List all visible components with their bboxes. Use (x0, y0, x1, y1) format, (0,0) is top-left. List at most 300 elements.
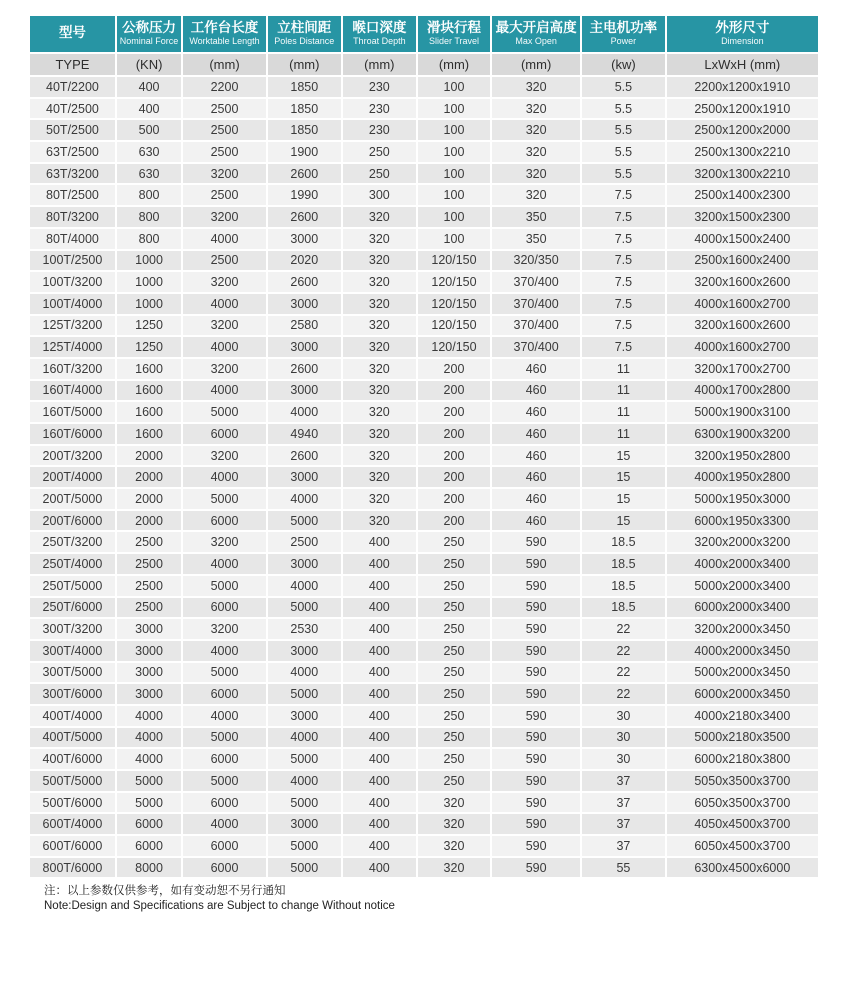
table-cell-nominal-force: 6000 (116, 835, 182, 857)
column-unit-throat-depth: (mm) (342, 53, 417, 76)
column-header-dimension (666, 15, 819, 53)
table-row (29, 358, 819, 380)
header-row-units (29, 53, 819, 76)
table-cell-max-open: 590 (491, 748, 581, 770)
table-cell-nominal-force: 1000 (116, 271, 182, 293)
table-row (29, 163, 819, 185)
column-header-type (29, 15, 116, 53)
table-cell-throat-depth: 320 (342, 401, 417, 423)
table-cell-worktable-length: 5000 (182, 575, 267, 597)
table-row (29, 857, 819, 879)
table-cell-power: 15 (581, 488, 666, 510)
table-cell-type: 250T/3200 (29, 531, 116, 553)
table-cell-type: 200T/4000 (29, 466, 116, 488)
table-row (29, 141, 819, 163)
table-cell-nominal-force: 800 (116, 184, 182, 206)
table-cell-slider-travel: 120/150 (417, 250, 491, 272)
table-cell-max-open: 590 (491, 683, 581, 705)
table-cell-worktable-length: 6000 (182, 857, 267, 879)
table-cell-type: 600T/4000 (29, 813, 116, 835)
column-title-zh: 最大开启高度 (495, 20, 577, 36)
table-cell-nominal-force: 3000 (116, 640, 182, 662)
table-cell-power: 37 (581, 835, 666, 857)
table-cell-throat-depth: 320 (342, 293, 417, 315)
table-cell-worktable-length: 6000 (182, 597, 267, 619)
table-row (29, 640, 819, 662)
column-header-power (581, 15, 666, 53)
table-cell-dimension: 4000x1950x2800 (666, 466, 819, 488)
table-cell-nominal-force: 2000 (116, 466, 182, 488)
table-cell-throat-depth: 320 (342, 206, 417, 228)
table-cell-dimension: 3200x1950x2800 (666, 445, 819, 467)
table-cell-slider-travel: 100 (417, 141, 491, 163)
table-cell-slider-travel: 200 (417, 401, 491, 423)
table-cell-worktable-length: 3200 (182, 206, 267, 228)
table-cell-poles-distance: 3000 (267, 293, 342, 315)
table-row (29, 206, 819, 228)
table-row (29, 423, 819, 445)
table-cell-slider-travel: 100 (417, 206, 491, 228)
table-cell-dimension: 2500x1600x2400 (666, 250, 819, 272)
table-cell-type: 100T/4000 (29, 293, 116, 315)
table-row (29, 835, 819, 857)
table-cell-poles-distance: 3000 (267, 228, 342, 250)
table-cell-max-open: 320 (491, 141, 581, 163)
column-unit-poles-distance: (mm) (267, 53, 342, 76)
table-cell-poles-distance: 5000 (267, 792, 342, 814)
table-cell-slider-travel: 100 (417, 76, 491, 98)
table-cell-poles-distance: 3000 (267, 553, 342, 575)
table-cell-poles-distance: 1900 (267, 141, 342, 163)
table-cell-slider-travel: 100 (417, 184, 491, 206)
table-cell-nominal-force: 1000 (116, 250, 182, 272)
table-cell-max-open: 370/400 (491, 293, 581, 315)
column-unit-power: (kw) (581, 53, 666, 76)
table-cell-max-open: 590 (491, 727, 581, 749)
table-cell-slider-travel: 200 (417, 358, 491, 380)
table-cell-type: 160T/3200 (29, 358, 116, 380)
table-row (29, 228, 819, 250)
table-cell-poles-distance: 5000 (267, 835, 342, 857)
column-title-en: Throat Depth (353, 36, 406, 47)
table-cell-power: 15 (581, 466, 666, 488)
table-cell-type: 200T/6000 (29, 510, 116, 532)
table-row (29, 445, 819, 467)
column-title-zh: 公称压力 (122, 20, 177, 36)
column-title-en: Max Open (515, 36, 557, 47)
table-cell-type: 400T/5000 (29, 727, 116, 749)
table-cell-dimension: 6000x2000x3450 (666, 683, 819, 705)
table-cell-throat-depth: 320 (342, 250, 417, 272)
table-row (29, 401, 819, 423)
table-cell-power: 55 (581, 857, 666, 879)
table-cell-worktable-length: 3200 (182, 618, 267, 640)
table-row (29, 380, 819, 402)
header-row-main (29, 15, 819, 53)
table-cell-slider-travel: 200 (417, 488, 491, 510)
table-cell-slider-travel: 250 (417, 727, 491, 749)
table-cell-dimension: 6000x2180x3800 (666, 748, 819, 770)
table-cell-throat-depth: 400 (342, 531, 417, 553)
table-cell-power: 7.5 (581, 228, 666, 250)
column-title-zh: 外形尺寸 (715, 20, 770, 36)
table-cell-nominal-force: 630 (116, 141, 182, 163)
table-row (29, 597, 819, 619)
table-cell-power: 11 (581, 380, 666, 402)
table-row (29, 98, 819, 120)
table-cell-nominal-force: 1600 (116, 358, 182, 380)
table-cell-dimension: 6300x1900x3200 (666, 423, 819, 445)
table-cell-throat-depth: 320 (342, 315, 417, 337)
table-cell-power: 11 (581, 423, 666, 445)
table-cell-poles-distance: 3000 (267, 640, 342, 662)
table-cell-type: 400T/4000 (29, 705, 116, 727)
column-unit-worktable-length: (mm) (182, 53, 267, 76)
table-cell-type: 300T/4000 (29, 640, 116, 662)
table-cell-power: 22 (581, 683, 666, 705)
table-cell-throat-depth: 320 (342, 488, 417, 510)
column-title-zh: 滑块行程 (426, 20, 481, 36)
table-cell-slider-travel: 200 (417, 510, 491, 532)
table-cell-throat-depth: 250 (342, 141, 417, 163)
table-cell-power: 18.5 (581, 531, 666, 553)
note-en: Note:Design and Specifications are Subject to change Without notice (44, 900, 395, 913)
table-cell-throat-depth: 230 (342, 98, 417, 120)
table-cell-slider-travel: 100 (417, 119, 491, 141)
table-cell-slider-travel: 200 (417, 445, 491, 467)
column-title-en: Dimension (721, 36, 764, 47)
table-cell-power: 7.5 (581, 250, 666, 272)
table-cell-slider-travel: 320 (417, 857, 491, 879)
table-cell-poles-distance: 3000 (267, 813, 342, 835)
table-cell-max-open: 460 (491, 510, 581, 532)
table-cell-nominal-force: 5000 (116, 770, 182, 792)
table-cell-type: 160T/5000 (29, 401, 116, 423)
table-cell-nominal-force: 1250 (116, 336, 182, 358)
table-cell-slider-travel: 250 (417, 640, 491, 662)
table-cell-dimension: 6050x3500x3700 (666, 792, 819, 814)
table-cell-worktable-length: 2500 (182, 184, 267, 206)
table-cell-dimension: 4000x2180x3400 (666, 705, 819, 727)
table-cell-poles-distance: 4000 (267, 662, 342, 684)
table-row (29, 683, 819, 705)
column-unit-dimension: LxWxH (mm) (666, 53, 819, 76)
table-cell-poles-distance: 3000 (267, 336, 342, 358)
table-cell-worktable-length: 4000 (182, 293, 267, 315)
table-cell-slider-travel: 250 (417, 597, 491, 619)
table-cell-worktable-length: 5000 (182, 727, 267, 749)
table-cell-type: 63T/2500 (29, 141, 116, 163)
table-cell-throat-depth: 320 (342, 423, 417, 445)
table-cell-poles-distance: 1990 (267, 184, 342, 206)
table-cell-worktable-length: 5000 (182, 488, 267, 510)
table-cell-throat-depth: 320 (342, 380, 417, 402)
column-title-en: Poles Distance (274, 36, 335, 47)
table-cell-nominal-force: 2500 (116, 553, 182, 575)
table-cell-dimension: 6000x2000x3400 (666, 597, 819, 619)
table-cell-type: 100T/3200 (29, 271, 116, 293)
column-header-max-open (491, 15, 581, 53)
table-cell-power: 30 (581, 748, 666, 770)
footnotes (28, 884, 820, 914)
table-cell-nominal-force: 3000 (116, 662, 182, 684)
table-cell-throat-depth: 400 (342, 683, 417, 705)
table-cell-max-open: 590 (491, 857, 581, 879)
column-header-worktable-length (182, 15, 267, 53)
table-cell-type: 80T/3200 (29, 206, 116, 228)
table-cell-nominal-force: 2000 (116, 445, 182, 467)
table-cell-nominal-force: 2000 (116, 510, 182, 532)
table-cell-power: 30 (581, 705, 666, 727)
table-cell-throat-depth: 400 (342, 597, 417, 619)
table-cell-throat-depth: 250 (342, 163, 417, 185)
table-cell-type: 250T/6000 (29, 597, 116, 619)
table-cell-type: 40T/2500 (29, 98, 116, 120)
table-cell-max-open: 590 (491, 618, 581, 640)
table-cell-nominal-force: 800 (116, 206, 182, 228)
table-cell-max-open: 320 (491, 76, 581, 98)
table-cell-type: 63T/3200 (29, 163, 116, 185)
table-cell-dimension: 4000x1600x2700 (666, 293, 819, 315)
table-cell-worktable-length: 6000 (182, 792, 267, 814)
table-cell-power: 7.5 (581, 336, 666, 358)
table-row (29, 727, 819, 749)
table-cell-type: 250T/4000 (29, 553, 116, 575)
table-cell-dimension: 3200x1700x2700 (666, 358, 819, 380)
column-title-en: Worktable Length (189, 36, 260, 47)
table-cell-power: 5.5 (581, 119, 666, 141)
table-cell-dimension: 2500x1200x1910 (666, 98, 819, 120)
table-cell-slider-travel: 250 (417, 770, 491, 792)
table-cell-nominal-force: 800 (116, 228, 182, 250)
table-cell-type: 800T/6000 (29, 857, 116, 879)
table-cell-poles-distance: 4000 (267, 575, 342, 597)
table-cell-nominal-force: 4000 (116, 727, 182, 749)
table-cell-dimension: 4000x1600x2700 (666, 336, 819, 358)
table-cell-slider-travel: 100 (417, 163, 491, 185)
column-unit-slider-travel: (mm) (417, 53, 491, 76)
table-cell-dimension: 5000x1950x3000 (666, 488, 819, 510)
table-cell-dimension: 4000x2000x3450 (666, 640, 819, 662)
table-cell-throat-depth: 400 (342, 705, 417, 727)
table-cell-poles-distance: 5000 (267, 597, 342, 619)
table-cell-max-open: 590 (491, 640, 581, 662)
table-cell-throat-depth: 320 (342, 358, 417, 380)
table-cell-nominal-force: 3000 (116, 683, 182, 705)
table-cell-poles-distance: 5000 (267, 683, 342, 705)
table-cell-dimension: 5000x2180x3500 (666, 727, 819, 749)
table-cell-max-open: 590 (491, 705, 581, 727)
table-cell-dimension: 4000x2000x3400 (666, 553, 819, 575)
table-cell-max-open: 590 (491, 792, 581, 814)
table-row (29, 184, 819, 206)
table-cell-type: 80T/4000 (29, 228, 116, 250)
table-cell-poles-distance: 3000 (267, 466, 342, 488)
table-cell-slider-travel: 250 (417, 748, 491, 770)
table-cell-slider-travel: 120/150 (417, 315, 491, 337)
table-cell-slider-travel: 250 (417, 683, 491, 705)
table-cell-poles-distance: 2600 (267, 206, 342, 228)
table-row (29, 792, 819, 814)
column-header-slider-travel (417, 15, 491, 53)
table-cell-dimension: 5000x2000x3400 (666, 575, 819, 597)
table-cell-worktable-length: 6000 (182, 423, 267, 445)
table-cell-dimension: 5050x3500x3700 (666, 770, 819, 792)
table-cell-type: 100T/2500 (29, 250, 116, 272)
table-cell-dimension: 2200x1200x1910 (666, 76, 819, 98)
table-row (29, 466, 819, 488)
table-cell-type: 50T/2500 (29, 119, 116, 141)
table-cell-dimension: 3200x2000x3450 (666, 618, 819, 640)
table-cell-dimension: 3200x1600x2600 (666, 271, 819, 293)
table-cell-max-open: 590 (491, 835, 581, 857)
table-cell-nominal-force: 5000 (116, 792, 182, 814)
table-row (29, 531, 819, 553)
table-cell-dimension: 5000x2000x3450 (666, 662, 819, 684)
column-title-zh: 喉口深度 (352, 20, 407, 36)
column-title-zh: 工作台长度 (190, 20, 259, 36)
table-cell-poles-distance: 4940 (267, 423, 342, 445)
table-cell-dimension: 3200x1500x2300 (666, 206, 819, 228)
table-cell-worktable-length: 3200 (182, 358, 267, 380)
column-title-en: Nominal Force (119, 36, 179, 47)
table-cell-dimension: 4000x1500x2400 (666, 228, 819, 250)
table-cell-poles-distance: 2600 (267, 358, 342, 380)
table-cell-power: 22 (581, 662, 666, 684)
table-cell-slider-travel: 250 (417, 662, 491, 684)
table-cell-throat-depth: 400 (342, 813, 417, 835)
table-cell-dimension: 5000x1900x3100 (666, 401, 819, 423)
table-cell-type: 200T/3200 (29, 445, 116, 467)
table-cell-throat-depth: 400 (342, 792, 417, 814)
table-cell-nominal-force: 1600 (116, 401, 182, 423)
table-cell-slider-travel: 100 (417, 228, 491, 250)
table-cell-power: 18.5 (581, 597, 666, 619)
table-cell-max-open: 350 (491, 228, 581, 250)
table-cell-power: 7.5 (581, 315, 666, 337)
table-cell-max-open: 320 (491, 98, 581, 120)
table-cell-power: 7.5 (581, 206, 666, 228)
table-cell-poles-distance: 5000 (267, 748, 342, 770)
table-cell-power: 11 (581, 358, 666, 380)
table-cell-slider-travel: 120/150 (417, 293, 491, 315)
table-cell-throat-depth: 300 (342, 184, 417, 206)
table-cell-max-open: 320 (491, 119, 581, 141)
table-cell-type: 300T/5000 (29, 662, 116, 684)
table-cell-slider-travel: 320 (417, 835, 491, 857)
table-cell-throat-depth: 400 (342, 640, 417, 662)
table-cell-max-open: 460 (491, 358, 581, 380)
table-row (29, 315, 819, 337)
spec-table-body (29, 76, 819, 878)
table-cell-worktable-length: 6000 (182, 835, 267, 857)
column-title-zh: 主电机功率 (589, 20, 658, 36)
table-row (29, 119, 819, 141)
table-cell-dimension: 2500x1200x2000 (666, 119, 819, 141)
table-cell-worktable-length: 4000 (182, 640, 267, 662)
table-cell-poles-distance: 1850 (267, 76, 342, 98)
table-cell-worktable-length: 4000 (182, 705, 267, 727)
table-cell-throat-depth: 400 (342, 770, 417, 792)
table-cell-worktable-length: 4000 (182, 466, 267, 488)
table-row (29, 250, 819, 272)
table-cell-type: 250T/5000 (29, 575, 116, 597)
table-cell-nominal-force: 1600 (116, 380, 182, 402)
table-cell-type: 125T/3200 (29, 315, 116, 337)
table-cell-nominal-force: 1000 (116, 293, 182, 315)
column-unit-type: TYPE (29, 53, 116, 76)
table-cell-poles-distance: 2600 (267, 445, 342, 467)
table-cell-worktable-length: 3200 (182, 445, 267, 467)
table-row (29, 770, 819, 792)
table-cell-poles-distance: 2600 (267, 163, 342, 185)
table-cell-type: 300T/3200 (29, 618, 116, 640)
table-cell-nominal-force: 4000 (116, 705, 182, 727)
table-cell-max-open: 320 (491, 184, 581, 206)
table-cell-type: 80T/2500 (29, 184, 116, 206)
table-cell-power: 5.5 (581, 141, 666, 163)
note-zh: 注：以上参数仅供参考，如有变动恕不另行通知 (44, 885, 286, 898)
table-cell-worktable-length: 5000 (182, 770, 267, 792)
column-header-nominal-force (116, 15, 182, 53)
table-cell-nominal-force: 2500 (116, 597, 182, 619)
table-cell-max-open: 590 (491, 597, 581, 619)
table-cell-throat-depth: 320 (342, 271, 417, 293)
table-row (29, 553, 819, 575)
table-cell-dimension: 6300x4500x6000 (666, 857, 819, 879)
table-cell-poles-distance: 4000 (267, 401, 342, 423)
table-cell-nominal-force: 2000 (116, 488, 182, 510)
column-unit-nominal-force: (KN) (116, 53, 182, 76)
table-cell-throat-depth: 230 (342, 119, 417, 141)
table-cell-type: 300T/6000 (29, 683, 116, 705)
table-cell-poles-distance: 1850 (267, 119, 342, 141)
table-cell-worktable-length: 4000 (182, 228, 267, 250)
table-cell-worktable-length: 6000 (182, 683, 267, 705)
table-cell-throat-depth: 400 (342, 553, 417, 575)
table-row (29, 662, 819, 684)
table-cell-nominal-force: 6000 (116, 813, 182, 835)
table-cell-power: 7.5 (581, 184, 666, 206)
table-cell-throat-depth: 400 (342, 727, 417, 749)
table-cell-throat-depth: 320 (342, 228, 417, 250)
table-row (29, 618, 819, 640)
table-cell-max-open: 460 (491, 380, 581, 402)
table-cell-type: 400T/6000 (29, 748, 116, 770)
table-cell-dimension: 6000x1950x3300 (666, 510, 819, 532)
table-cell-poles-distance: 3000 (267, 380, 342, 402)
table-cell-dimension: 3200x2000x3200 (666, 531, 819, 553)
table-cell-nominal-force: 4000 (116, 748, 182, 770)
table-cell-nominal-force: 2500 (116, 575, 182, 597)
table-cell-power: 30 (581, 727, 666, 749)
spec-table-header (29, 15, 819, 76)
table-cell-throat-depth: 400 (342, 662, 417, 684)
table-cell-slider-travel: 250 (417, 553, 491, 575)
table-cell-max-open: 460 (491, 423, 581, 445)
table-cell-max-open: 590 (491, 813, 581, 835)
table-cell-nominal-force: 500 (116, 119, 182, 141)
table-cell-worktable-length: 5000 (182, 401, 267, 423)
table-row (29, 488, 819, 510)
table-cell-max-open: 590 (491, 662, 581, 684)
table-cell-power: 15 (581, 445, 666, 467)
table-cell-type: 160T/6000 (29, 423, 116, 445)
table-cell-type: 500T/6000 (29, 792, 116, 814)
table-cell-max-open: 370/400 (491, 315, 581, 337)
table-cell-slider-travel: 100 (417, 98, 491, 120)
table-cell-slider-travel: 250 (417, 618, 491, 640)
